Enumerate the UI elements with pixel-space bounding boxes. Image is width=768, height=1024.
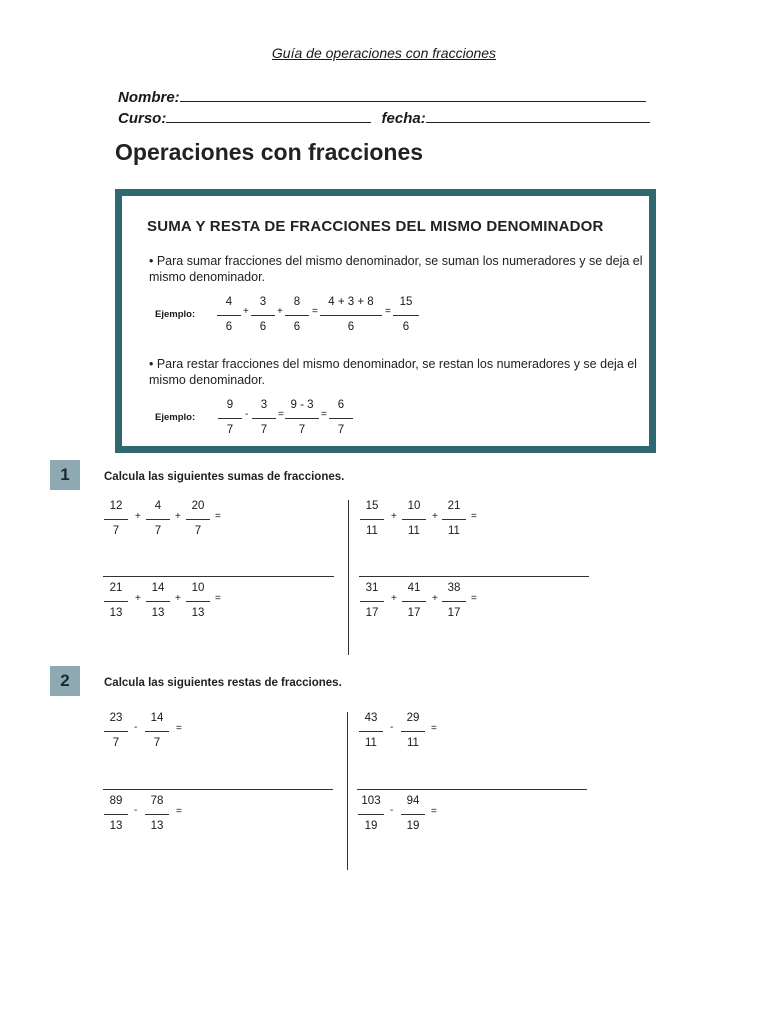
denominator: 11 (365, 737, 377, 749)
equals-sign: = (471, 511, 477, 522)
rule-sum-text: • Para sumar fracciones del mismo denominador, se suman los numeradores y se deja el mismo denominador. (149, 254, 643, 284)
plus-sign: + (391, 511, 397, 522)
denominator: 7 (153, 737, 161, 749)
example-subtract-fraction (252, 399, 276, 437)
denominator: 13 (109, 820, 123, 832)
numerator: 4 (154, 500, 162, 512)
denominator: 6 (259, 321, 267, 333)
exercise-1-instruction: Calcula las siguientes sumas de fracciones. (104, 471, 345, 483)
denominator: 17 (365, 607, 379, 619)
plus-sign: + (391, 593, 397, 604)
equals-sign: = (312, 306, 318, 317)
column-divider (347, 712, 348, 870)
denominator: 6 (347, 321, 355, 333)
example-subtract-fraction (285, 399, 319, 437)
minus-sign: - (390, 722, 394, 733)
example-subtract-fraction (329, 399, 353, 437)
numerator: 3 (259, 296, 267, 308)
denominator: 19 (364, 820, 378, 832)
denominator: 7 (112, 737, 120, 749)
denominator: 7 (194, 525, 202, 537)
nombre-label: Nombre: (118, 89, 180, 106)
exercise-2c-fraction (104, 795, 128, 833)
numerator: 38 (447, 582, 461, 594)
plus-sign: + (243, 306, 249, 317)
equals-sign: = (215, 593, 221, 604)
numerator: 29 (406, 712, 420, 724)
numerator: 4 + 3 + 8 (328, 296, 374, 308)
numerator: 20 (191, 500, 205, 512)
numerator: 9 - 3 (290, 399, 314, 411)
equals-sign: = (215, 511, 221, 522)
curso-label: Curso: (118, 110, 167, 127)
answer-divider (357, 789, 587, 790)
minus-sign: - (390, 805, 394, 816)
numerator: 103 (361, 795, 381, 807)
answer-divider (359, 576, 589, 577)
exercise-1d-fraction (402, 582, 426, 620)
minus-sign: - (134, 805, 138, 816)
worksheet-title: Guía de operaciones con fracciones (271, 45, 497, 61)
denominator: 11 (448, 525, 460, 537)
exercise-1c-fraction (104, 582, 128, 620)
exercise-1a-fraction (104, 500, 128, 538)
fecha-blank (426, 108, 650, 123)
denominator: 7 (226, 424, 234, 436)
example-subtract-fraction (218, 399, 242, 437)
exercise-2-instruction: Calcula las siguientes restas de fracciones. (104, 677, 342, 689)
column-divider (348, 500, 349, 655)
numerator: 15 (399, 296, 413, 308)
exercise-1d-fraction (442, 582, 466, 620)
denominator: 7 (260, 424, 268, 436)
numerator: 15 (365, 500, 379, 512)
denominator: 11 (407, 737, 419, 749)
answer-divider (103, 789, 333, 790)
example-sum-fraction (393, 296, 419, 334)
example-sum-fraction (320, 296, 382, 334)
denominator: 19 (406, 820, 420, 832)
denominator: 7 (298, 424, 306, 436)
nombre-blank (180, 87, 646, 102)
curso-blank (166, 108, 371, 123)
answer-divider (103, 576, 334, 577)
denominator: 7 (337, 424, 345, 436)
page-title: Operaciones con fracciones (115, 139, 424, 165)
exercise-1c-fraction (186, 582, 210, 620)
exercise-1b-fraction (402, 500, 426, 538)
numerator: 4 (225, 296, 233, 308)
denominator: 6 (402, 321, 410, 333)
exercise-1a-fraction (146, 500, 170, 538)
denominator: 17 (407, 607, 421, 619)
rules-heading: SUMA Y RESTA DE FRACCIONES DEL MISMO DENOMINADOR (147, 218, 604, 235)
exercise-2b-fraction (359, 712, 383, 750)
rules-box-inner (122, 196, 649, 446)
numerator: 94 (406, 795, 420, 807)
plus-sign: + (432, 593, 438, 604)
minus-sign: - (134, 722, 138, 733)
numerator: 31 (365, 582, 379, 594)
numerator: 6 (337, 399, 345, 411)
numerator: 43 (364, 712, 378, 724)
plus-sign: + (135, 511, 141, 522)
exercise-2d-fraction (401, 795, 425, 833)
plus-sign: + (175, 511, 181, 522)
exercise-1-number: 1 (50, 460, 80, 490)
curso-fecha-line (118, 108, 650, 127)
example-sum-fraction (251, 296, 275, 334)
minus-sign: - (245, 409, 249, 420)
numerator: 41 (407, 582, 421, 594)
exercise-1d-fraction (360, 582, 384, 620)
numerator: 14 (151, 582, 165, 594)
rules-box (115, 189, 656, 453)
numerator: 10 (191, 582, 205, 594)
denominator: 11 (408, 525, 420, 537)
equals-sign: = (278, 409, 284, 420)
numerator: 14 (150, 712, 164, 724)
denominator: 13 (191, 607, 205, 619)
example-sum-fraction (217, 296, 241, 334)
numerator: 9 (226, 399, 234, 411)
numerator: 3 (260, 399, 268, 411)
exercise-2d-fraction (358, 795, 384, 833)
plus-sign: + (277, 306, 283, 317)
denominator: 7 (112, 525, 120, 537)
denominator: 13 (109, 607, 123, 619)
equals-sign: = (431, 723, 437, 734)
denominator: 11 (366, 525, 378, 537)
equals-sign: = (471, 593, 477, 604)
exercise-2b-fraction (401, 712, 425, 750)
exercise-1b-fraction (442, 500, 466, 538)
numerator: 78 (150, 795, 164, 807)
numerator: 21 (447, 500, 461, 512)
plus-sign: + (175, 593, 181, 604)
denominator: 13 (151, 607, 165, 619)
nombre-line (118, 87, 646, 106)
plus-sign: + (432, 511, 438, 522)
numerator: 21 (109, 582, 123, 594)
rule-subtract-text: • Para restar fracciones del mismo denominador, se restan los numeradores y se deja el mismo denominador. (149, 357, 637, 387)
numerator: 89 (109, 795, 123, 807)
exercise-2a-fraction (104, 712, 128, 750)
equals-sign: = (431, 806, 437, 817)
equals-sign: = (321, 409, 327, 420)
numerator: 23 (109, 712, 123, 724)
exercise-2-number: 2 (50, 666, 80, 696)
fecha-label: fecha: (381, 110, 426, 127)
exercise-1a-fraction (186, 500, 210, 538)
example-subtract-label: Ejemplo: (155, 412, 196, 423)
example-sum-label: Ejemplo: (155, 309, 196, 320)
example-sum-fraction (285, 296, 309, 334)
denominator: 6 (225, 321, 233, 333)
numerator: 12 (109, 500, 123, 512)
exercise-2a-fraction (145, 712, 169, 750)
exercise-1b-fraction (360, 500, 384, 538)
denominator: 6 (293, 321, 301, 333)
numerator: 10 (407, 500, 421, 512)
exercise-1c-fraction (146, 582, 170, 620)
denominator: 17 (447, 607, 461, 619)
equals-sign: = (176, 723, 182, 734)
denominator: 13 (150, 820, 164, 832)
plus-sign: + (135, 593, 141, 604)
equals-sign: = (385, 306, 391, 317)
denominator: 7 (154, 525, 162, 537)
numerator: 8 (293, 296, 301, 308)
exercise-2c-fraction (145, 795, 169, 833)
equals-sign: = (176, 806, 182, 817)
